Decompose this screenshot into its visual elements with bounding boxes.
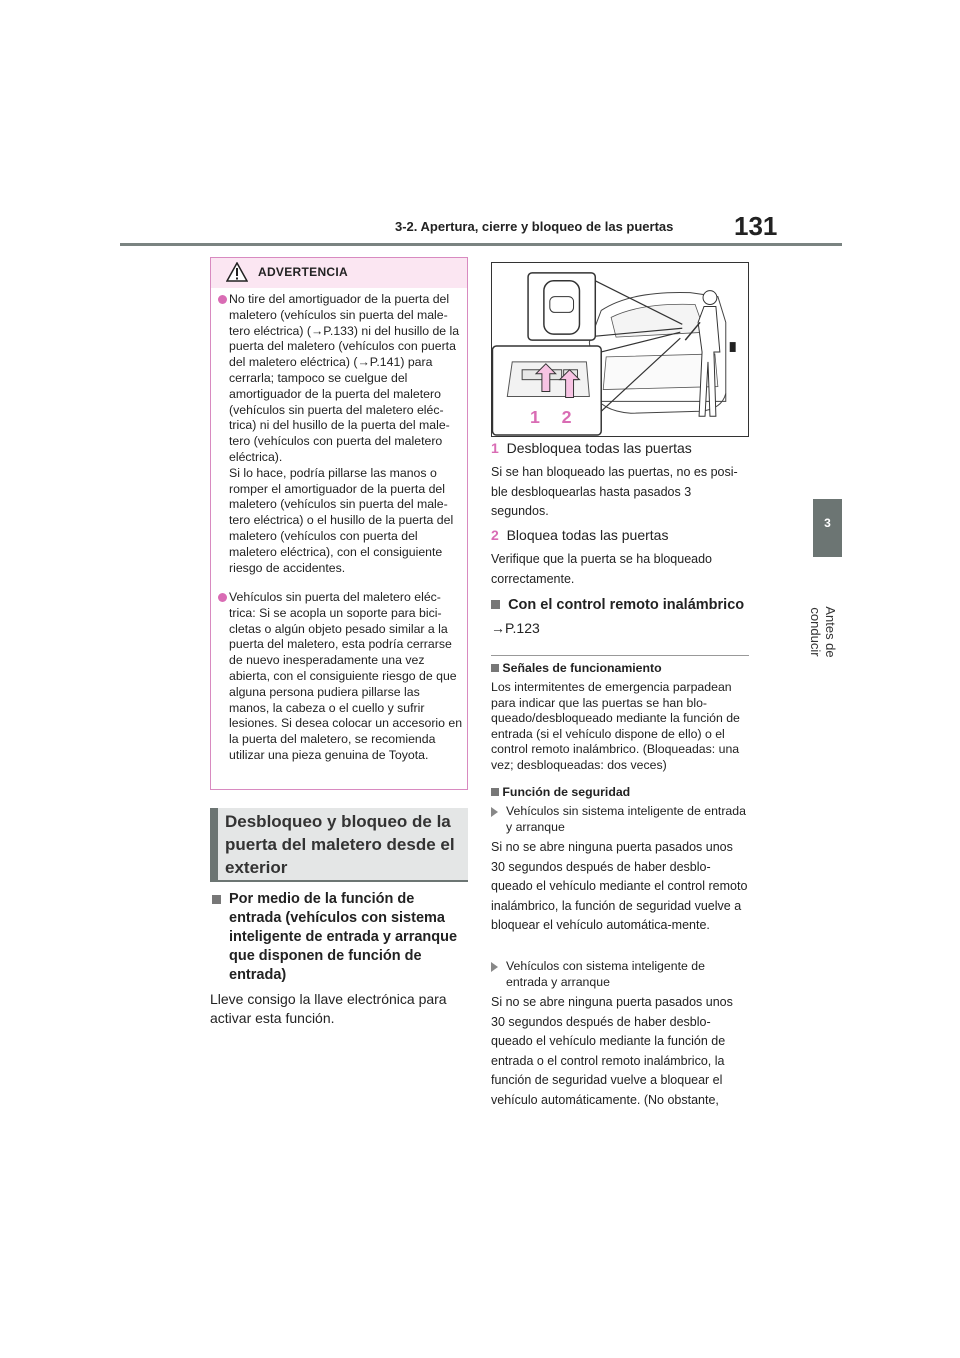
step-text: Bloquea todas las puertas bbox=[506, 527, 669, 543]
entry-function-title: Por medio de la función de entrada (vehículos con sistema inteligente de entrada y arranque que disponen de función de entrada) bbox=[229, 891, 458, 983]
signals-title: Señales de funcionamiento bbox=[502, 661, 662, 675]
security-case-2 bbox=[491, 959, 749, 990]
divider bbox=[491, 655, 749, 656]
remote-heading bbox=[491, 597, 749, 613]
entry-function-body: Lleve consigo la llave electrónica para activar esta función. bbox=[210, 991, 447, 1026]
security-heading bbox=[491, 785, 749, 799]
entry-function-heading bbox=[212, 890, 468, 985]
step-2 bbox=[491, 527, 749, 543]
chapter-label: Antes de conducir bbox=[808, 606, 838, 658]
security-case-1 bbox=[491, 804, 749, 835]
security-case-1-label: Vehículos sin sistema inteligente de entrada y arranque bbox=[506, 804, 746, 834]
signals-body: Los intermitentes de emergencia parpadean para indicar que las puertas se han blo-queado/desbloqueado mediante la función de entrada (si el vehículo dispone de ello) o el control remoto inalámbrico. (Bloqueadas: una vez; desbloqueadas: dos veces) bbox=[491, 680, 740, 772]
warning-title: ADVERTENCIA bbox=[258, 265, 348, 279]
security-case-1-body: Si no se abre ninguna puerta pasados unos 30 segundos después de haber desblo-queado el vehículo mediante el control remoto inalámbrico, la función de seguridad vuelve a bloquear el vehículo automática-mente. bbox=[491, 840, 748, 932]
step-1-note: Si se han bloqueado las puertas, no es posi-ble desbloquearlas hasta pasados 3 segundos. bbox=[491, 465, 738, 518]
step-text: Desbloquea todas las puertas bbox=[506, 440, 692, 456]
bullet-icon bbox=[218, 593, 227, 602]
step-number: 2 bbox=[491, 527, 499, 543]
section-rule bbox=[210, 880, 468, 882]
callout-2: 2 bbox=[561, 407, 572, 428]
triangle-bullet-icon bbox=[491, 807, 498, 817]
section-header: 3-2. Apertura, cierre y bloqueo de las puertas bbox=[395, 219, 674, 234]
chapter-number: 3 bbox=[824, 516, 831, 530]
tailgate-illustration bbox=[491, 262, 749, 437]
square-bullet-icon bbox=[491, 664, 499, 672]
header-rule bbox=[120, 243, 842, 246]
warning-triangle-icon bbox=[226, 262, 248, 282]
square-bullet-icon bbox=[212, 895, 221, 904]
warning-item-text: No tire del amortiguador de la puerta del maletero (vehículos sin puerta del male-tero eléctrica) (→P.133) ni del husillo de la puerta del maletero (vehículos con puerta del maletero eléctrica) (→P.141) para cerrarla; tampoco se cuelgue del amortiguador de la puerta del maletero (vehículos sin puerta del maletero eléc-trica) ni del husillo de la puerta del male-tero (vehículos con puerta del maletero eléctrica). Si lo hace, podría pillarse las manos o romper el amortiguador de la puerta del maletero (vehículos sin puerta del male-tero eléctrica) o el husillo de la puerta del maletero (vehículos con puerta del maletero eléctrica), con el consiguiente riesgo de accidentes. bbox=[229, 292, 460, 575]
security-case-2-label: Vehículos con sistema inteligente de entrada y arranque bbox=[506, 959, 705, 989]
remote-title: Con el control remoto inalámbrico bbox=[508, 597, 745, 613]
warning-item bbox=[218, 590, 463, 764]
security-title: Función de seguridad bbox=[502, 785, 631, 799]
callout-1: 1 bbox=[530, 407, 540, 428]
square-bullet-icon bbox=[491, 600, 500, 609]
square-bullet-icon bbox=[491, 788, 499, 796]
section-heading-bar bbox=[210, 808, 218, 880]
step-1 bbox=[491, 440, 749, 456]
step-2-note: Verifique que la puerta se ha bloqueado correctamente. bbox=[491, 552, 713, 586]
warning-item bbox=[218, 292, 463, 576]
warning-item-text: Vehículos sin puerta del maletero eléc-trica: Si se acopla un soporte para bici-cletas o algún objeto pesado similar a la puerta del maletero, esta podría cerrarse de nuevo inesperadamente una vez abierta, con el consiguiente riesgo de que alguna persona pudiera pillarse las manos, la cabeza o el cuello y sufrir lesiones. Si desea colocar un accesorio en la puerta del maletero, se recomienda utilizar una pieza genuina de Toyota. bbox=[229, 590, 463, 762]
security-case-2-body: Si no se abre ninguna puerta pasados unos 30 segundos después de haber desblo-queado el vehículo mediante la función de entrada o el control remoto inalámbrico, la función de seguridad vuelve a bloquear el vehículo automáticamente. (No obstante, bbox=[491, 995, 733, 1107]
signals-heading bbox=[491, 661, 749, 675]
remote-ref[interactable]: →P.123 bbox=[491, 620, 540, 636]
bullet-icon bbox=[218, 295, 227, 304]
page-number: 131 bbox=[734, 211, 778, 241]
section-heading: Desbloqueo y bloqueo de la puerta del maletero desde el exterior bbox=[225, 812, 455, 877]
step-number: 1 bbox=[491, 440, 499, 456]
triangle-bullet-icon bbox=[491, 962, 498, 972]
